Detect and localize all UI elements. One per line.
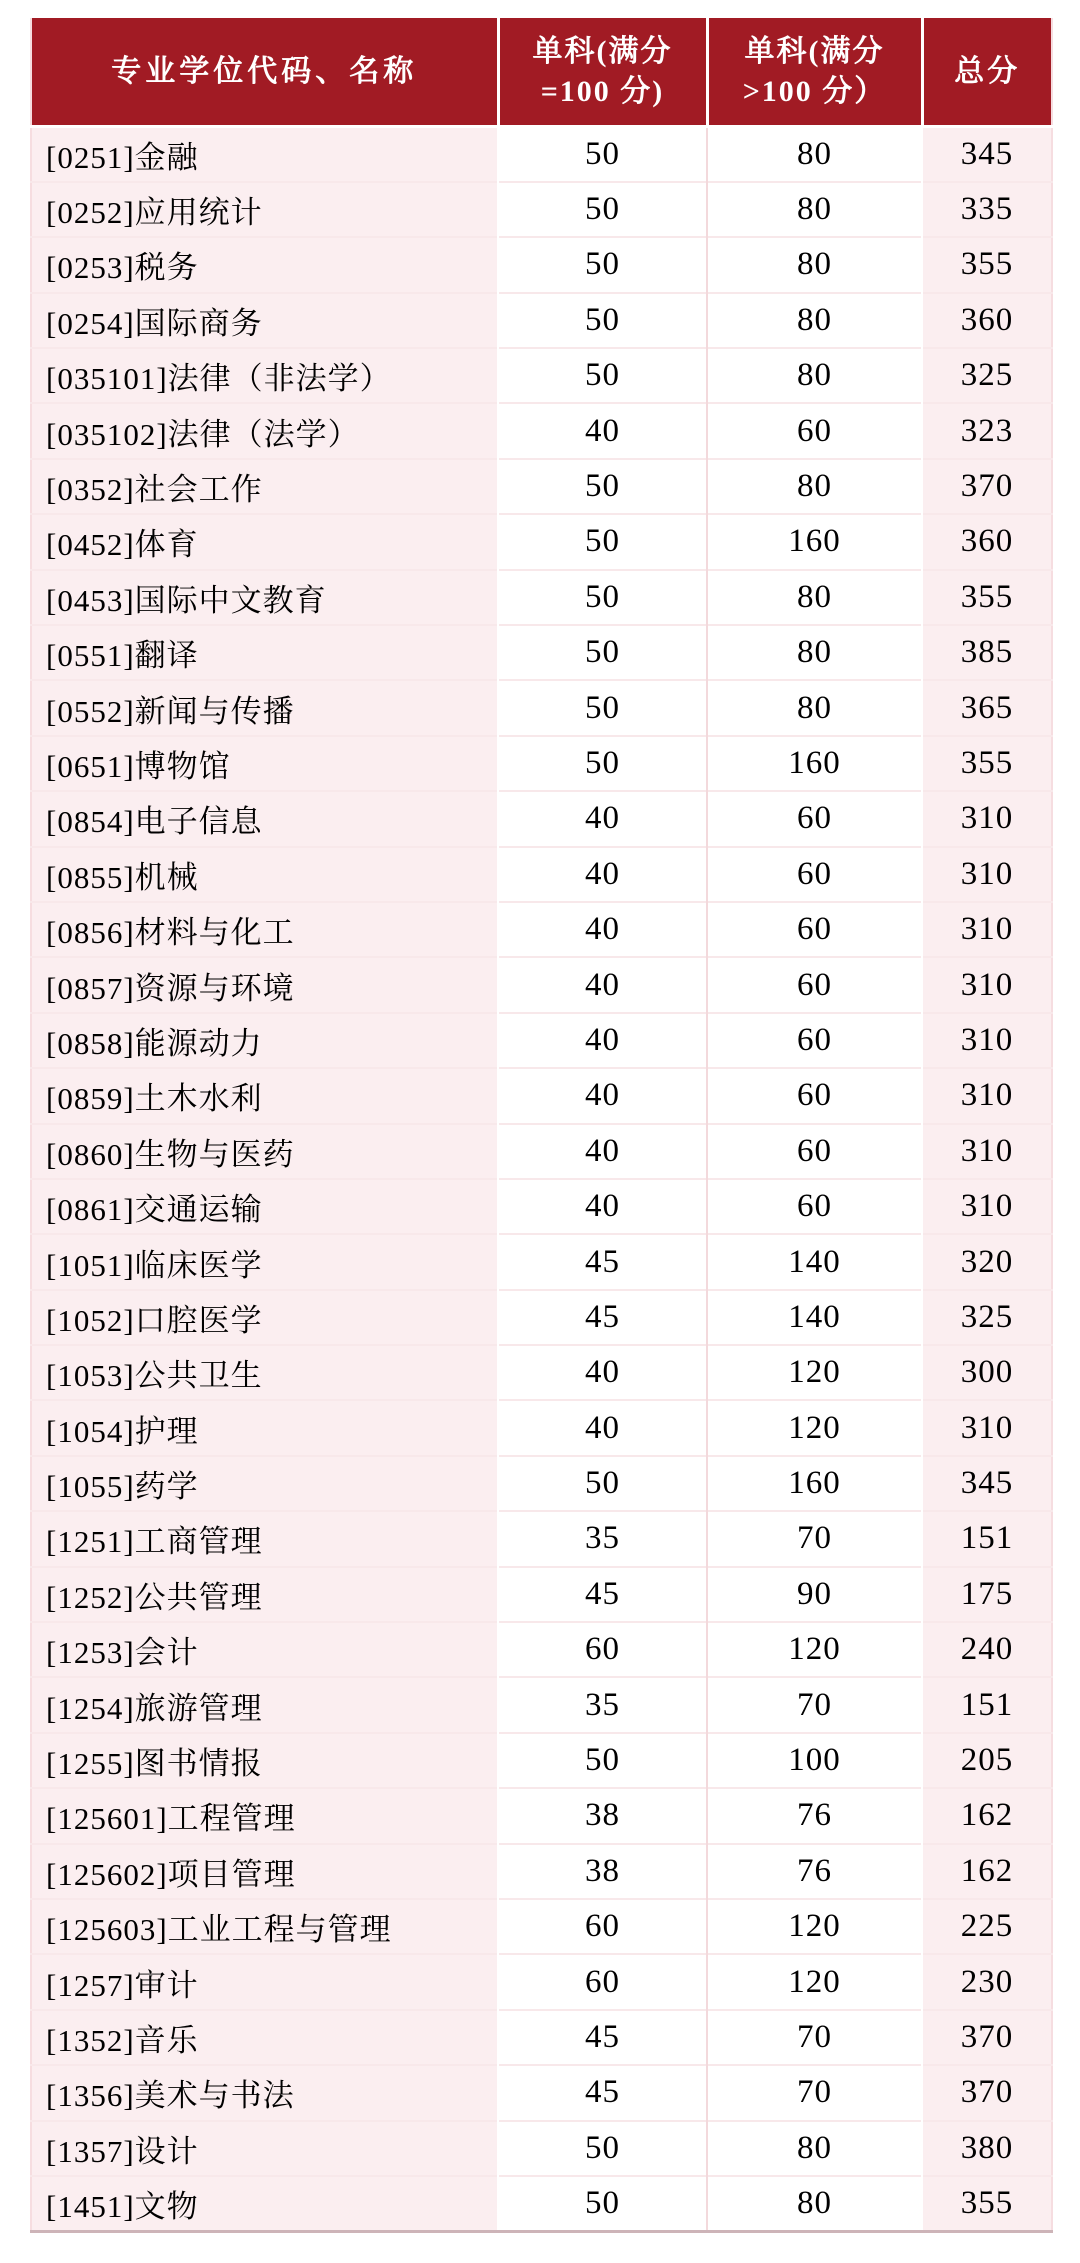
cell-major: [1451]文物 <box>31 2176 498 2231</box>
col-header-single-gt100 <box>707 18 922 127</box>
cell-major: [1052]口腔医学 <box>31 1290 498 1345</box>
cell-single_gt100: 80 <box>707 625 922 680</box>
admission-score-table <box>30 18 1053 2233</box>
cell-major: [0253]税务 <box>31 237 498 292</box>
cell-total: 360 <box>922 293 1052 348</box>
cell-major: [1055]药学 <box>31 1456 498 1511</box>
cell-single_eq100: 50 <box>498 680 707 735</box>
cell-major: [0861]交通运输 <box>31 1179 498 1234</box>
cell-single_gt100: 60 <box>707 403 922 458</box>
cell-total: 310 <box>922 902 1052 957</box>
table-header <box>31 18 1052 127</box>
cell-single_gt100: 70 <box>707 2010 922 2065</box>
cell-total: 345 <box>922 1456 1052 1511</box>
cell-major: [1051]临床医学 <box>31 1234 498 1289</box>
cell-single_eq100: 45 <box>498 1290 707 1345</box>
table-row <box>31 625 1052 680</box>
table-row <box>31 736 1052 791</box>
table-row <box>31 1954 1052 2009</box>
table-row <box>31 127 1052 182</box>
cell-major: [1254]旅游管理 <box>31 1677 498 1732</box>
cell-single_eq100: 50 <box>498 293 707 348</box>
cell-single_gt100: 76 <box>707 1788 922 1843</box>
cell-single_eq100: 38 <box>498 1788 707 1843</box>
cell-total: 355 <box>922 736 1052 791</box>
cell-single_eq100: 50 <box>498 459 707 514</box>
cell-single_eq100: 40 <box>498 1068 707 1123</box>
cell-major: [035101]法律（非法学） <box>31 348 498 403</box>
cell-single_eq100: 50 <box>498 348 707 403</box>
cell-single_gt100: 80 <box>707 570 922 625</box>
cell-single_gt100: 60 <box>707 1179 922 1234</box>
cell-major: [1251]工商管理 <box>31 1511 498 1566</box>
cell-single_gt100: 90 <box>707 1567 922 1622</box>
cell-single_eq100: 50 <box>498 2176 707 2231</box>
cell-single_gt100: 80 <box>707 680 922 735</box>
cell-major: [1352]音乐 <box>31 2010 498 2065</box>
table-row <box>31 1068 1052 1123</box>
cell-single_gt100: 160 <box>707 736 922 791</box>
table-body <box>31 127 1052 2232</box>
cell-single_eq100: 50 <box>498 237 707 292</box>
col-header-single-eq100 <box>498 18 707 127</box>
table-row <box>31 1179 1052 1234</box>
cell-single_gt100: 120 <box>707 1954 922 2009</box>
cell-major: [0552]新闻与传播 <box>31 680 498 735</box>
cell-major: [0452]体育 <box>31 514 498 569</box>
cell-total: 310 <box>922 1013 1052 1068</box>
cell-total: 310 <box>922 1400 1052 1455</box>
table-row <box>31 680 1052 735</box>
table-row <box>31 1234 1052 1289</box>
cell-single_gt100: 70 <box>707 2065 922 2120</box>
table-row <box>31 1345 1052 1400</box>
cell-single_eq100: 40 <box>498 1124 707 1179</box>
col-header-major-label: 专业学位代码、名称 <box>111 54 418 88</box>
cell-major: [0254]国际商务 <box>31 293 498 348</box>
cell-total: 310 <box>922 847 1052 902</box>
cell-major: [0352]社会工作 <box>31 459 498 514</box>
table-row <box>31 570 1052 625</box>
cell-single_gt100: 60 <box>707 791 922 846</box>
cell-single_gt100: 80 <box>707 459 922 514</box>
cell-single_eq100: 60 <box>498 1622 707 1677</box>
cell-single_eq100: 50 <box>498 514 707 569</box>
table-row <box>31 1124 1052 1179</box>
cell-single_eq100: 40 <box>498 1345 707 1400</box>
cell-single_gt100: 120 <box>707 1899 922 1954</box>
cell-major: [1255]图书情报 <box>31 1733 498 1788</box>
table-row <box>31 293 1052 348</box>
table-row <box>31 1788 1052 1843</box>
cell-total: 162 <box>922 1788 1052 1843</box>
cell-total: 310 <box>922 957 1052 1012</box>
cell-total: 162 <box>922 1844 1052 1899</box>
table-row <box>31 1013 1052 1068</box>
cell-single_eq100: 45 <box>498 2010 707 2065</box>
table-row <box>31 2065 1052 2120</box>
cell-single_gt100: 120 <box>707 1400 922 1455</box>
cell-single_gt100: 80 <box>707 2176 922 2231</box>
cell-single_gt100: 60 <box>707 1124 922 1179</box>
cell-single_gt100: 76 <box>707 1844 922 1899</box>
table-row <box>31 1622 1052 1677</box>
cell-single_eq100: 35 <box>498 1511 707 1566</box>
cell-major: [125602]项目管理 <box>31 1844 498 1899</box>
cell-single_eq100: 40 <box>498 847 707 902</box>
table-row <box>31 1456 1052 1511</box>
table-row <box>31 348 1052 403</box>
cell-single_gt100: 60 <box>707 957 922 1012</box>
cell-single_eq100: 40 <box>498 1400 707 1455</box>
table-row <box>31 1400 1052 1455</box>
cell-total: 360 <box>922 514 1052 569</box>
cell-single_eq100: 40 <box>498 791 707 846</box>
table-row <box>31 902 1052 957</box>
cell-total: 310 <box>922 791 1052 846</box>
cell-major: [1252]公共管理 <box>31 1567 498 1622</box>
cell-single_eq100: 50 <box>498 736 707 791</box>
cell-single_gt100: 70 <box>707 1677 922 1732</box>
cell-total: 151 <box>922 1511 1052 1566</box>
cell-total: 230 <box>922 1954 1052 2009</box>
cell-major: [1356]美术与书法 <box>31 2065 498 2120</box>
cell-major: [0860]生物与医药 <box>31 1124 498 1179</box>
cell-major: [0453]国际中文教育 <box>31 570 498 625</box>
cell-single_gt100: 120 <box>707 1345 922 1400</box>
table-row <box>31 2121 1052 2176</box>
cell-total: 310 <box>922 1179 1052 1234</box>
cell-single_eq100: 60 <box>498 1899 707 1954</box>
cell-major: [125601]工程管理 <box>31 1788 498 1843</box>
cell-single_gt100: 80 <box>707 127 922 182</box>
cell-total: 380 <box>922 2121 1052 2176</box>
cell-major: [1357]设计 <box>31 2121 498 2176</box>
table-row <box>31 2010 1052 2065</box>
cell-total: 370 <box>922 459 1052 514</box>
cell-single_gt100: 70 <box>707 1511 922 1566</box>
cell-single_eq100: 45 <box>498 2065 707 2120</box>
cell-total: 240 <box>922 1622 1052 1677</box>
col-header-total <box>922 18 1052 127</box>
cell-single_eq100: 40 <box>498 1013 707 1068</box>
table-row <box>31 957 1052 1012</box>
cell-single_eq100: 40 <box>498 403 707 458</box>
table-row <box>31 791 1052 846</box>
cell-single_eq100: 45 <box>498 1567 707 1622</box>
cell-total: 310 <box>922 1068 1052 1123</box>
cell-total: 151 <box>922 1677 1052 1732</box>
cell-total: 355 <box>922 237 1052 292</box>
cell-major: [0551]翻译 <box>31 625 498 680</box>
cell-single_gt100: 80 <box>707 182 922 237</box>
cell-major: [0251]金融 <box>31 127 498 182</box>
cell-single_gt100: 60 <box>707 1013 922 1068</box>
cell-single_gt100: 60 <box>707 902 922 957</box>
cell-major: [0855]机械 <box>31 847 498 902</box>
cell-major: [125603]工业工程与管理 <box>31 1899 498 1954</box>
cell-single_gt100: 160 <box>707 514 922 569</box>
cell-major: [0857]资源与环境 <box>31 957 498 1012</box>
cell-major: [0859]土木水利 <box>31 1068 498 1123</box>
cell-single_eq100: 50 <box>498 625 707 680</box>
table-row <box>31 1567 1052 1622</box>
table-row <box>31 514 1052 569</box>
table-row <box>31 1844 1052 1899</box>
cell-major: [1257]审计 <box>31 1954 498 2009</box>
cell-single_gt100: 100 <box>707 1733 922 1788</box>
cell-total: 175 <box>922 1567 1052 1622</box>
cell-single_eq100: 50 <box>498 182 707 237</box>
cell-total: 355 <box>922 570 1052 625</box>
cell-single_gt100: 60 <box>707 1068 922 1123</box>
cell-single_eq100: 38 <box>498 1844 707 1899</box>
table-row <box>31 1733 1052 1788</box>
cell-single_eq100: 50 <box>498 2121 707 2176</box>
cell-total: 345 <box>922 127 1052 182</box>
cell-total: 225 <box>922 1899 1052 1954</box>
table-row <box>31 1290 1052 1345</box>
table-row <box>31 237 1052 292</box>
col-header-single-gt100-line2: >100 分） <box>742 74 887 108</box>
cell-total: 370 <box>922 2010 1052 2065</box>
cell-single_gt100: 80 <box>707 237 922 292</box>
col-header-single-eq100-line2: =100 分) <box>540 74 665 108</box>
table-row <box>31 403 1052 458</box>
cell-single_gt100: 80 <box>707 2121 922 2176</box>
cell-total: 365 <box>922 680 1052 735</box>
cell-single_gt100: 160 <box>707 1456 922 1511</box>
cell-total: 310 <box>922 1124 1052 1179</box>
cell-total: 335 <box>922 182 1052 237</box>
table-row <box>31 847 1052 902</box>
table-row <box>31 1677 1052 1732</box>
cell-major: [1054]护理 <box>31 1400 498 1455</box>
cell-major: [0651]博物馆 <box>31 736 498 791</box>
cell-total: 323 <box>922 403 1052 458</box>
cell-major: [0858]能源动力 <box>31 1013 498 1068</box>
cell-major: [035102]法律（法学） <box>31 403 498 458</box>
cell-total: 325 <box>922 348 1052 403</box>
cell-major: [0856]材料与化工 <box>31 902 498 957</box>
cell-total: 205 <box>922 1733 1052 1788</box>
cell-major: [1253]会计 <box>31 1622 498 1677</box>
cell-single_eq100: 50 <box>498 1456 707 1511</box>
cell-single_eq100: 50 <box>498 127 707 182</box>
table-row <box>31 182 1052 237</box>
cell-single_eq100: 35 <box>498 1677 707 1732</box>
table-row <box>31 2176 1052 2231</box>
table-row <box>31 1899 1052 1954</box>
cell-total: 300 <box>922 1345 1052 1400</box>
header-row <box>31 18 1052 127</box>
cell-major: [0252]应用统计 <box>31 182 498 237</box>
cell-total: 385 <box>922 625 1052 680</box>
cell-single_gt100: 80 <box>707 293 922 348</box>
table-row <box>31 1511 1052 1566</box>
cell-single_gt100: 140 <box>707 1290 922 1345</box>
col-header-major <box>31 18 498 127</box>
cell-single_eq100: 40 <box>498 1179 707 1234</box>
cell-single_eq100: 40 <box>498 957 707 1012</box>
col-header-single-eq100-line1: 单科(满分 <box>532 34 673 68</box>
cell-major: [0854]电子信息 <box>31 791 498 846</box>
cell-single_gt100: 60 <box>707 847 922 902</box>
cell-total: 325 <box>922 1290 1052 1345</box>
cell-single_eq100: 40 <box>498 902 707 957</box>
cell-single_eq100: 45 <box>498 1234 707 1289</box>
cell-total: 370 <box>922 2065 1052 2120</box>
cell-single_eq100: 50 <box>498 570 707 625</box>
col-header-single-gt100-line1: 单科(满分 <box>744 34 885 68</box>
cell-single_gt100: 80 <box>707 348 922 403</box>
table-row <box>31 459 1052 514</box>
cell-single_gt100: 120 <box>707 1622 922 1677</box>
col-header-total-label: 总分 <box>954 54 1021 88</box>
cell-total: 320 <box>922 1234 1052 1289</box>
cell-single_eq100: 60 <box>498 1954 707 2009</box>
cell-single_gt100: 140 <box>707 1234 922 1289</box>
cell-major: [1053]公共卫生 <box>31 1345 498 1400</box>
cell-total: 355 <box>922 2176 1052 2231</box>
cell-single_eq100: 50 <box>498 1733 707 1788</box>
